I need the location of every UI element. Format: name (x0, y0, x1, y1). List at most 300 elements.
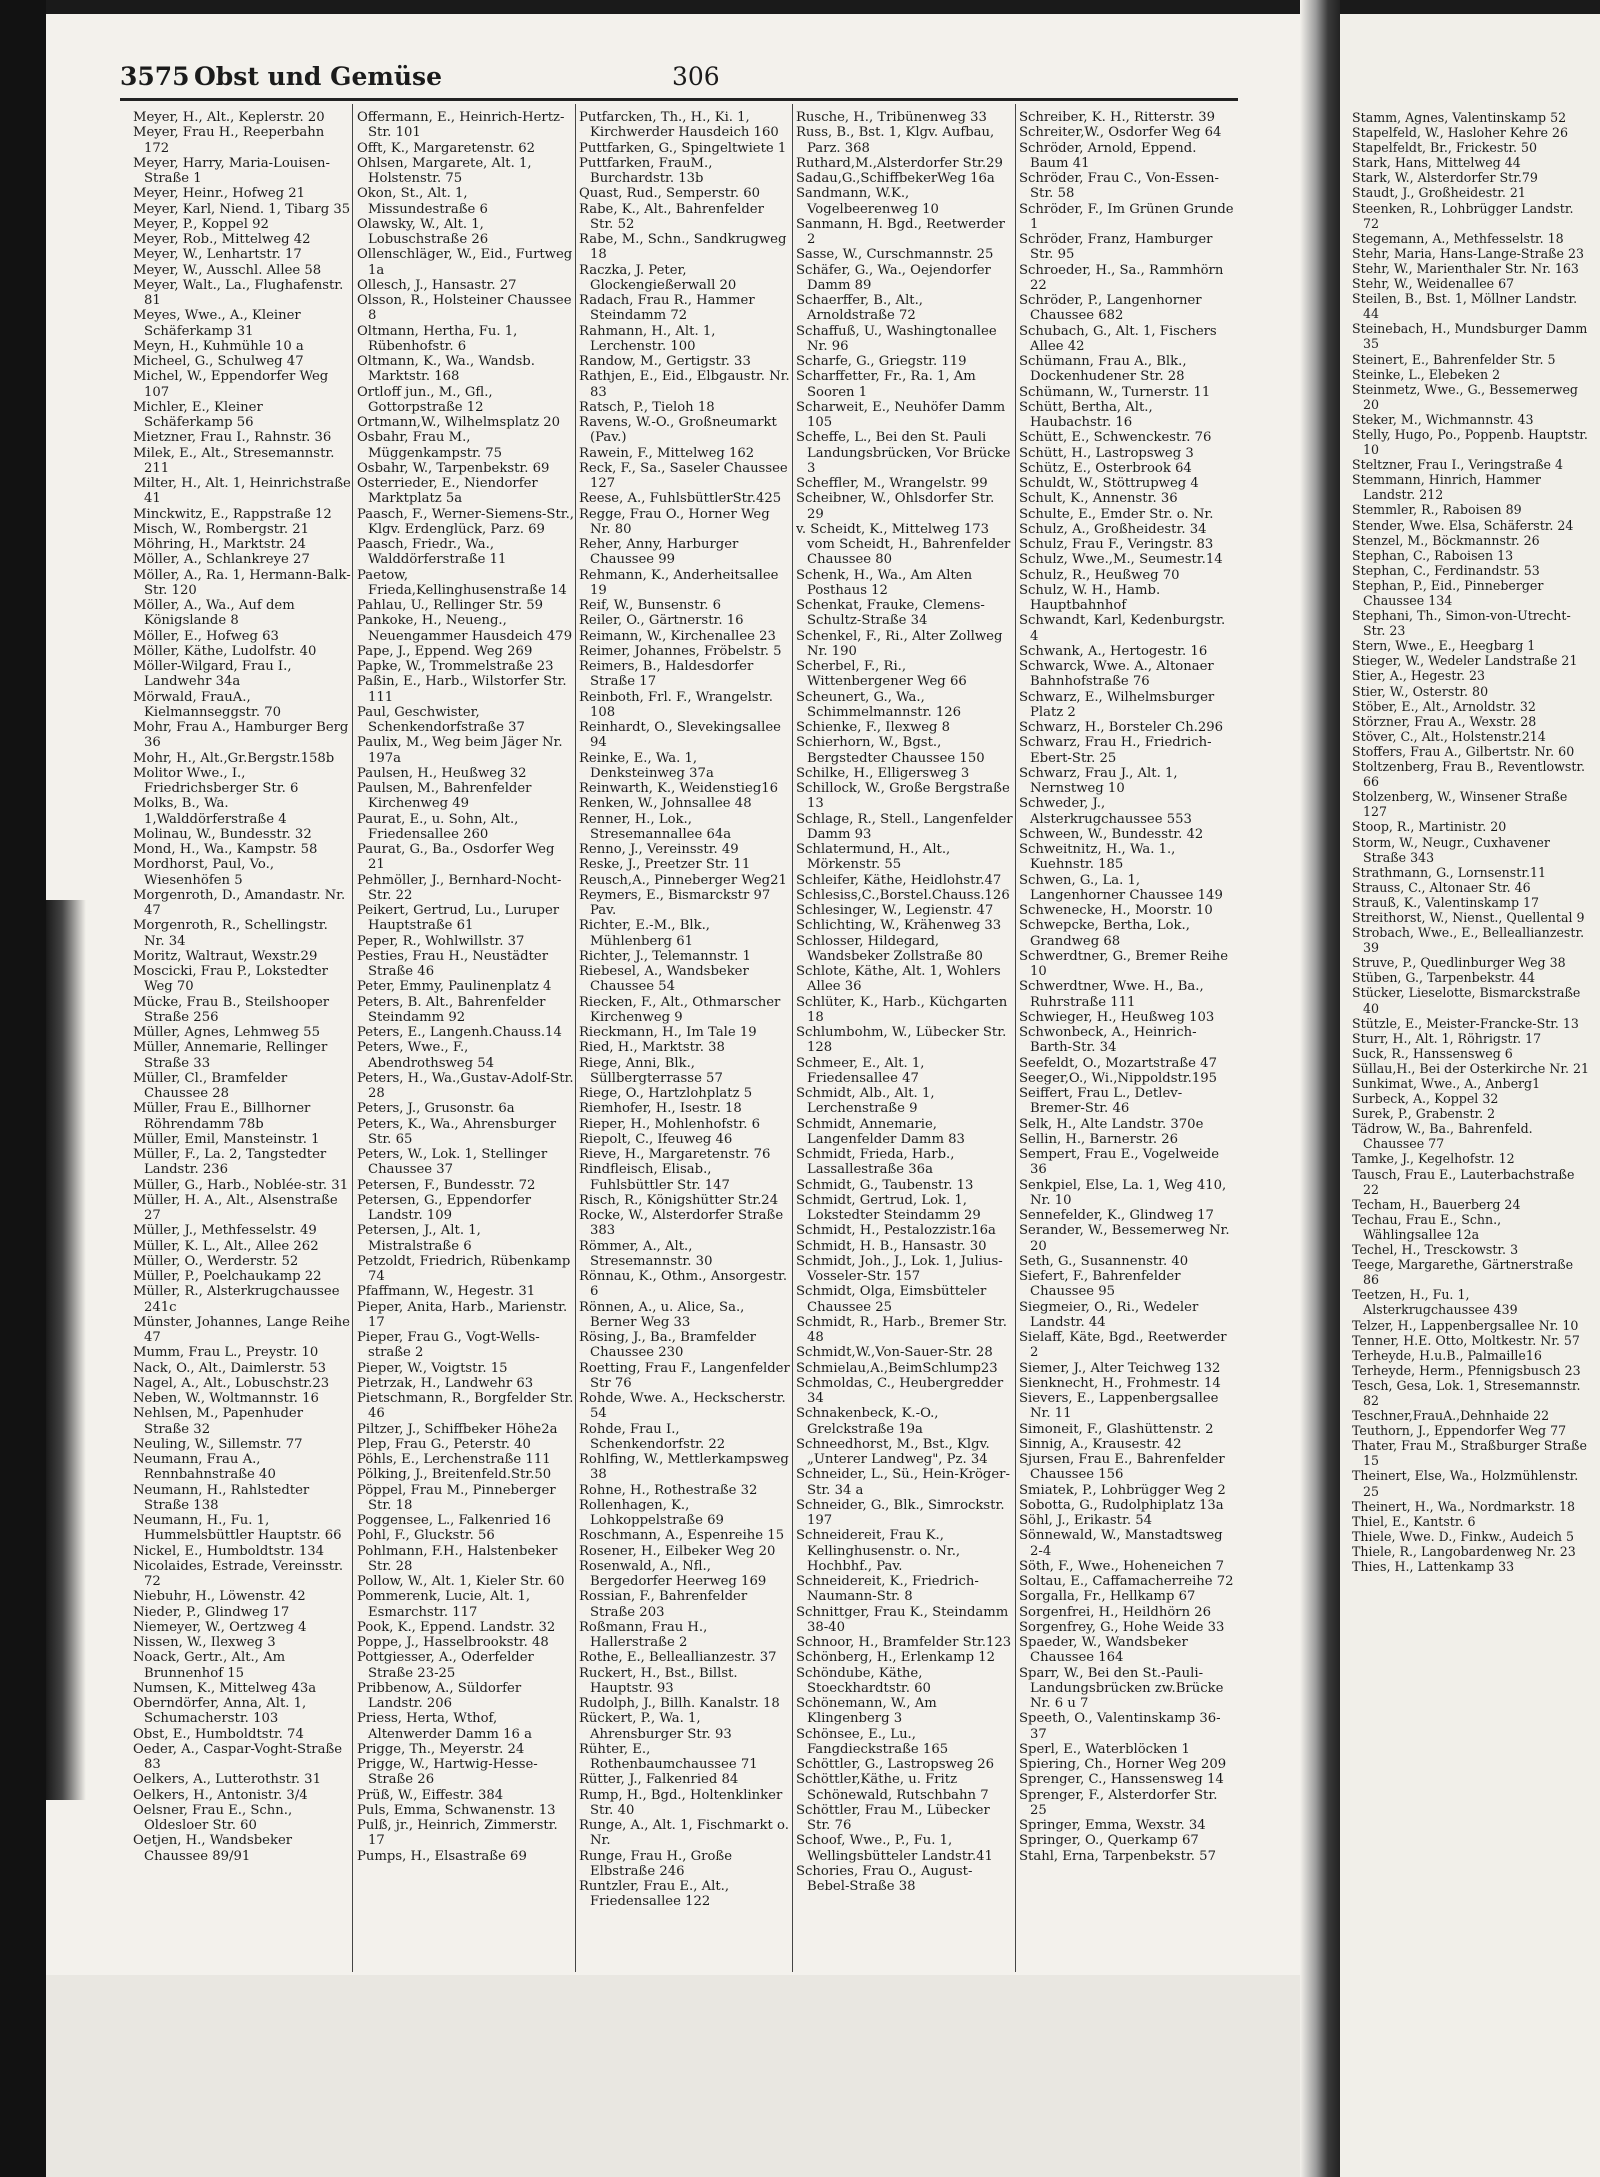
directory-entry: Schöttler,Käthe, u. Fritz Schönewald, Rutschbahn 7 (796, 1772, 989, 1803)
directory-entry: Schümann, Frau A., Blk., Dockenhudener Str. 28 (1019, 354, 1187, 385)
directory-entry: Nehlsen, M., Papenhuder Straße 32 (133, 1406, 304, 1437)
directory-entry: Struve, P., Quedlinburger Weg 38 (1352, 955, 1566, 971)
directory-entry: Meyer, Frau H., Reeperbahn 172 (133, 125, 325, 156)
directory-entry: Schenkel, F., Ri., Alter Zollweg Nr. 190 (796, 628, 1003, 659)
directory-entry: Peters, W., Lok. 1, Stellinger Chaussee 37 (357, 1147, 548, 1178)
directory-entry: Misch, W., Rombergstr. 21 (133, 521, 310, 537)
directory-entry: Scharffetter, Fr., Ra. 1, Am Sooren 1 (796, 369, 976, 400)
directory-entry: Pohlmann, F.H., Halstenbeker Str. 28 (357, 1543, 558, 1574)
directory-entry: Meyes, Wwe., A., Kleiner Schäferkamp 31 (133, 308, 301, 339)
directory-entry: Mohr, H., Alt.,Gr.Bergstr.158b (133, 750, 335, 766)
directory-entry: Meyer, Rob., Mittelweg 42 (133, 232, 311, 247)
directory-entry: Stehr, Maria, Hans-Lange-Straße 23 (1352, 245, 1585, 261)
directory-entry: Oelkers, H., Antonistr. 3/4 (133, 1787, 308, 1803)
directory-entry: Schaffuß, U., Washingtonallee Nr. 96 (796, 323, 997, 354)
directory-entry: Renken, W., Johnsallee 48 (579, 796, 752, 812)
directory-entry: Nack, O., Alt., Daimlerstr. 53 (133, 1360, 326, 1376)
directory-entry: Spaeder, W., Wandsbeker Chaussee 164 (1019, 1635, 1188, 1666)
directory-entry: Runge, A., Alt. 1, Fischmarkt o. Nr. (579, 1818, 789, 1849)
directory-entry: Riemhofer, H., Isestr. 18 (579, 1101, 742, 1117)
directory-entry: Risch, R., Königshütter Str.24 (579, 1192, 779, 1208)
page-header (120, 62, 1280, 96)
directory-entry: Schmidt, G., Taubenstr. 13 (796, 1177, 974, 1193)
directory-entry: Schneedhorst, M., Bst., Klgv. „Unterer Landweg", Pz. 34 (796, 1436, 990, 1467)
directory-entry: Schaerffer, B., Alt., Arnoldstraße 72 (796, 293, 923, 324)
directory-entry: Petersen, F., Bundesstr. 72 (357, 1177, 536, 1193)
directory-entry: Schwandt, Karl, Kedenburgstr. 4 (1019, 613, 1226, 644)
directory-entry: Strobach, Wwe., E., Belleallianzestr. 39 (1352, 925, 1585, 956)
directory-entry: Schwepcke, Bertha, Lok., Grandweg 68 (1019, 918, 1190, 949)
directory-entry: Süllau,H., Bei der Osterkirche Nr. 21 (1352, 1060, 1589, 1076)
directory-entry: Schröder, Arnold, Eppend. Baum 41 (1019, 140, 1197, 171)
directory-entry: Seth, G., Susannenstr. 40 (1019, 1253, 1189, 1269)
directory-entry: Paulsen, H., Heußweg 32 (357, 765, 527, 781)
directory-entry: Schmidt, R., Harb., Bremer Str. 48 (796, 1314, 1007, 1345)
directory-entry: Rosenwald, A., Nfl., Bergedorfer Heerweg 169 (579, 1558, 767, 1589)
directory-entry: Terheyde, H.u.B., Palmaille16 (1352, 1347, 1542, 1363)
directory-entry: Nickel, E., Humboldtstr. 134 (133, 1543, 325, 1559)
directory-entry: Rollenhagen, K., Lohkoppelstraße 69 (579, 1497, 724, 1528)
scan-border-left (0, 0, 46, 2177)
directory-entry: Rohne, H., Rothestraße 32 (579, 1482, 758, 1498)
directory-column-5 (1019, 110, 1234, 1975)
directory-entry: Stier, A., Hegestr. 23 (1352, 668, 1486, 684)
directory-entry: Mumm, Frau L., Preystr. 10 (133, 1345, 319, 1361)
directory-entry: Thiel, E., Kantstr. 6 (1352, 1513, 1476, 1529)
directory-entry: Mietzner, Frau I., Rahnstr. 36 (133, 430, 332, 446)
directory-entry: Stoffers, Frau A., Gilbertstr. Nr. 60 (1352, 743, 1575, 759)
directory-entry: Sprenger, F., Alsterdorfer Str. 25 (1019, 1787, 1218, 1818)
directory-entry: Ruthard,M.,Alsterdorfer Str.29 (796, 155, 1003, 171)
directory-entry: Pollow, W., Alt. 1, Kieler Str. 60 (357, 1574, 565, 1589)
directory-entry: Pehmöller, J., Bernhard-Nocht-Str. 22 (357, 872, 562, 903)
directory-entry: Peters, E., Langenh.Chauss.14 (357, 1025, 562, 1040)
directory-entry: Morgenroth, R., Schellingstr. Nr. 34 (133, 918, 328, 949)
directory-entry: Stoop, R., Martinistr. 20 (1352, 819, 1507, 835)
directory-entry: Reymers, E., Bismarckstr 97 Pav. (579, 887, 771, 918)
directory-entry: Tausch, Frau E., Lauterbachstraße 22 (1352, 1166, 1575, 1197)
directory-entry: Mordhorst, Paul, Vo., Wiesenhöfen 5 (133, 857, 275, 888)
directory-entry: Schneider, G., Blk., Simrockstr. 197 (796, 1497, 1005, 1528)
directory-entry: Möller, Käthe, Ludolfstr. 40 (133, 643, 317, 659)
directory-entry: Puls, Emma, Schwanenstr. 13 (357, 1802, 556, 1818)
directory-entry: Rohde, Frau I., Schenkendorfstr. 22 (579, 1421, 726, 1452)
directory-entry: Milek, E., Alt., Stresemannstr. 211 (133, 445, 335, 476)
directory-entry: Schwank, A., Hertogestr. 16 (1019, 643, 1208, 659)
column-divider (792, 104, 793, 1972)
directory-entry: Söth, F., Wwe., Hoheneichen 7 (1019, 1558, 1225, 1574)
directory-entry: Piltzer, J., Schiffbeker Höhe2a (357, 1421, 558, 1437)
directory-entry: Roetting, Frau F., Langenfelder Str 76 (579, 1360, 790, 1391)
directory-entry: Meyer, Karl, Niend. 1, Tibarg 35 (133, 201, 351, 217)
directory-entry: Teetzen, H., Fu. 1, Alsterkrugchaussee 439 (1352, 1287, 1518, 1318)
directory-entry: Mörwald, FrauA., Kielmannseggstr. 70 (133, 689, 281, 720)
directory-entry: Schwarz, H., Borsteler Ch.296 (1019, 720, 1224, 735)
directory-entry: Paulix, M., Weg beim Jäger Nr. 197a (357, 735, 563, 766)
directory-entry: Reif, W., Bunsenstr. 6 (579, 598, 722, 613)
directory-entry: Steinert, E., Bahrenfelder Str. 5 (1352, 351, 1556, 367)
directory-entry: Schütz, E., Osterbrook 64 (1019, 460, 1192, 476)
directory-entry: Sellin, H., Barnerstr. 26 (1019, 1131, 1178, 1147)
directory-entry: Ruckert, H., Bst., Billst. Hauptstr. 93 (579, 1665, 738, 1696)
directory-entry: Puttfarken, FrauM., Burchardstr. 13b (579, 155, 713, 186)
directory-entry: Theinert, H., Wa., Nordmarkstr. 18 (1352, 1498, 1575, 1514)
directory-entry: Schlage, R., Stell., Langenfelder Damm 93 (796, 811, 1013, 842)
directory-entry: Mond, H., Wa., Kampstr. 58 (133, 842, 318, 857)
directory-entry: Schroeder, H., Sa., Rammhörn 22 (1019, 262, 1224, 293)
directory-entry: Schult, K., Annenstr. 36 (1019, 491, 1178, 507)
directory-entry: Schwonbeck, A., Heinrich-Barth-Str. 34 (1019, 1025, 1197, 1056)
directory-entry: Schenkat, Frauke, Clemens-Schultz-Straße 34 (796, 598, 985, 629)
directory-entry: Springer, Emma, Wexstr. 34 (1019, 1818, 1206, 1833)
directory-entry: Ohlsen, Margarete, Alt. 1, Holstenstr. 75 (357, 155, 532, 186)
directory-entry: Prigge, W., Hartwig-Hesse-Straße 26 (357, 1757, 538, 1788)
directory-entry: Schwerdtner, G., Bremer Reihe 10 (1019, 948, 1229, 979)
directory-entry: Müller, K. L., Alt., Allee 262 (133, 1238, 319, 1254)
directory-entry: Riebesel, A., Wandsbeker Chaussee 54 (579, 964, 749, 995)
directory-entry: Thiele, R., Langobardenweg Nr. 23 (1352, 1543, 1576, 1559)
directory-entry: Schmoldas, C., Heubergredder 34 (796, 1375, 1004, 1406)
directory-entry: Sievers, E., Lappenbergsallee Nr. 11 (1019, 1391, 1219, 1422)
directory-entry: Selk, H., Alte Landstr. 370e (1019, 1116, 1204, 1132)
directory-entry: Stegemann, A., Methfesselstr. 18 (1352, 230, 1564, 246)
directory-entry: Schilke, H., Elligersweg 3 (796, 765, 970, 781)
directory-entry: Schwenecke, H., Moorstr. 10 (1019, 903, 1213, 918)
directory-entry: Puttfarken, G., Spingeltwiete 1 (579, 140, 787, 156)
directory-entry: Söhl, J., Erikastr. 54 (1019, 1513, 1152, 1528)
directory-entry: Müller, Annemarie, Rellinger Straße 33 (133, 1040, 328, 1071)
directory-entry: Meyer, H., Alt., Keplerstr. 20 (133, 110, 325, 125)
directory-entry: Meyer, P., Koppel 92 (133, 216, 269, 232)
directory-entry: Priess, Herta, Wthof, Altenwerder Damm 16 a (357, 1711, 532, 1742)
directory-entry: Stehr, W., Marienthaler Str. Nr. 163 (1352, 260, 1579, 276)
directory-entry: Paurat, G., Ba., Osdorfer Weg 21 (357, 842, 555, 873)
directory-entry: Schmidt, Olga, Eimsbütteler Chaussee 25 (796, 1284, 987, 1315)
directory-entry: Sorgenfrei, H., Heildhörn 26 (1019, 1604, 1212, 1620)
directory-entry: Schmidt, Annemarie, Langenfelder Damm 83 (796, 1116, 965, 1147)
directory-entry: Reinwarth, K., Weidenstieg16 (579, 781, 779, 796)
directory-entry: Staudt, J., Großheidestr. 21 (1352, 185, 1526, 201)
directory-entry: Steenken, R., Lohbrügger Landstr. 72 (1352, 200, 1574, 231)
directory-entry: Pölking, J., Breitenfeld.Str.50 (357, 1467, 552, 1483)
directory-entry: Sielaff, Käte, Bgd., Reetwerder 2 (1019, 1330, 1227, 1361)
directory-entry: Müller, F., La. 2, Tangstedter Landstr. 236 (133, 1147, 327, 1178)
directory-entry: Schlüter, K., Harb., Küchgarten 18 (796, 994, 1008, 1025)
directory-entry: Möller, E., Hofweg 63 (133, 628, 279, 644)
directory-entry: Riege, O., Hartzlohplatz 5 (579, 1086, 753, 1101)
directory-entry: Pulß, jr., Heinrich, Zimmerstr. 17 (357, 1818, 558, 1849)
directory-entry: Reinke, E., Wa. 1, Denksteinweg 37a (579, 750, 714, 781)
directory-entry: Schlichting, W., Krähenweg 33 (796, 918, 1002, 934)
directory-entry: Reimann, W., Kirchenallee 23 (579, 628, 776, 644)
directory-entry: Schmidt, H., Pestalozzistr.16a (796, 1223, 996, 1239)
directory-entry: Randow, M., Gertigstr. 33 (579, 354, 751, 369)
directory-entry: Müller, Cl., Bramfelder Chaussee 28 (133, 1070, 288, 1101)
directory-entry: Strauß, K., Valentinskamp 17 (1352, 894, 1540, 910)
directory-entry: Runge, Frau H., Große Elbstraße 246 (579, 1848, 733, 1879)
directory-entry: Stapelfeldt, Br., Frickestr. 50 (1352, 140, 1538, 156)
directory-entry: Meyer, Harry, Maria-Louisen-Straße 1 (133, 155, 330, 186)
directory-entry: Rabe, M., Schn., Sandkrugweg 18 (579, 232, 787, 263)
directory-entry: Peters, K., Wa., Ahrensburger Str. 65 (357, 1116, 557, 1147)
directory-column-2 (357, 110, 574, 1975)
directory-entry: Schnakenbeck, K.-O., Grelckstraße 19a (796, 1406, 939, 1437)
directory-entry: Schweitnitz, H., Wa. 1., Kuehnstr. 185 (1019, 842, 1176, 873)
directory-entry: Pribbenow, A., Süldorfer Landstr. 206 (357, 1680, 522, 1711)
directory-entry: Möller, A., Wa., Auf dem Königslande 8 (133, 598, 295, 629)
directory-entry: Petersen, G., Eppendorfer Landstr. 109 (357, 1192, 532, 1223)
directory-entry: Schöndube, Käthe, Stoeckhardtstr. 60 (796, 1665, 931, 1696)
directory-entry: Stöber, E., Alt., Arnoldstr. 32 (1352, 698, 1536, 714)
directory-entry: Michel, W., Eppendorfer Weg 107 (133, 369, 329, 400)
directory-entry: Riege, Anni, Blk., Süllbergterrasse 57 (579, 1055, 723, 1086)
directory-entry: Petzoldt, Friedrich, Rübenkamp 74 (357, 1253, 571, 1284)
directory-entry: Steinebach, H., Mundsburger Damm 35 (1352, 321, 1588, 352)
directory-entry: Stephan, C., Raboisen 13 (1352, 547, 1514, 563)
directory-entry: Ratsch, P., Tieloh 18 (579, 399, 715, 415)
directory-entry: Pöhls, E., Lerchenstraße 111 (357, 1452, 551, 1467)
directory-entry: Storm, W., Neugr., Cuxhavener Straße 343 (1352, 834, 1550, 865)
directory-entry: Oeder, A., Caspar-Voght-Straße 83 (133, 1741, 343, 1772)
directory-entry: Rückert, P., Wa. 1, Ahrensburger Str. 93 (579, 1711, 732, 1742)
directory-entry: Schlesinger, W., Legienstr. 47 (796, 903, 994, 918)
directory-entry: Schmidt,W.,Von-Sauer-Str. 28 (796, 1345, 993, 1361)
directory-entry: Stüben, G., Tarpenbekstr. 44 (1352, 970, 1535, 986)
directory-entry: Rohde, Wwe. A., Heckscherstr. 54 (579, 1391, 786, 1422)
directory-entry: Sinnig, A., Krausestr. 42 (1019, 1436, 1182, 1452)
directory-entry: Rönnen, A., u. Alice, Sa., Berner Weg 33 (579, 1299, 745, 1330)
directory-entry: Oltmann, K., Wa., Wandsb. Marktstr. 168 (357, 354, 535, 385)
directory-entry: Pook, K., Eppend. Landstr. 32 (357, 1619, 556, 1635)
directory-entry: Reck, F., Sa., Saseler Chaussee 127 (579, 460, 788, 491)
directory-entry: Stender, Wwe. Elsa, Schäferstr. 24 (1352, 517, 1574, 533)
directory-entry: Paurat, E., u. Sohn, Alt., Friedensallee 260 (357, 811, 519, 842)
directory-entry: Römmer, A., Alt., Stresemannstr. 30 (579, 1238, 713, 1269)
directory-entry: Prigge, Th., Meyerstr. 24 (357, 1741, 525, 1757)
directory-entry: Rothe, E., Belleallianzestr. 37 (579, 1650, 777, 1666)
directory-entry: Schmielau,A.,BeimSchlump23 (796, 1360, 998, 1376)
directory-entry: Stöver, C., Alt., Holstenstr.214 (1352, 728, 1546, 744)
directory-entry: Peters, Wwe., F., Abendrothsweg 54 (357, 1040, 495, 1071)
page-number: 306 (672, 62, 720, 91)
directory-entry: Steker, M., Wichmannstr. 43 (1352, 411, 1534, 427)
directory-entry: Osterrieder, E., Niendorfer Marktplatz 5a (357, 476, 538, 507)
directory-entry: Osbahr, W., Tarpenbekstr. 69 (357, 460, 550, 476)
directory-entry: Putfarcken, Th., H., Ki. 1, Kirchwerder Hausdeich 160 (579, 110, 779, 141)
directory-entry: Sanmann, H. Bgd., Reetwerder 2 (796, 216, 1005, 247)
directory-entry: Pesties, Frau H., Neustädter Straße 46 (357, 948, 549, 979)
page-reference-number: 3575 (120, 62, 190, 91)
directory-entry: Renno, J., Vereinsstr. 49 (579, 842, 739, 857)
directory-entry: Schmidt, Frieda, Harb., Lassallestraße 36a (796, 1147, 955, 1178)
directory-entry: Minckwitz, E., Rappstraße 12 (133, 506, 332, 522)
directory-entry: Tenner, H.E. Otto, Moltkestr. Nr. 57 (1352, 1332, 1580, 1348)
directory-entry: Stützle, E., Meister-Francke-Str. 13 (1352, 1015, 1579, 1031)
directory-entry: Seefeldt, O., Mozartstraße 47 (1019, 1055, 1217, 1071)
directory-entry: Teuthorn, J., Eppendorfer Weg 77 (1352, 1423, 1567, 1439)
directory-entry: Möller-Wilgard, Frau I., Landwehr 34a (133, 659, 292, 690)
directory-entry: Roßmann, Frau H., Hallerstraße 2 (579, 1619, 708, 1650)
directory-entry: Speeth, O., Valentinskamp 36-37 (1019, 1711, 1221, 1742)
directory-entry: Schmidt, H. B., Hansastr. 30 (796, 1238, 987, 1254)
directory-entry: Meyer, Heinr., Hofweg 21 (133, 186, 306, 202)
facing-page-column (1352, 110, 1592, 1975)
directory-entry: Paasch, Friedr., Wa., Walddörferstraße 11 (357, 537, 507, 568)
directory-entry: Ravens, W.-O., Großneumarkt (Pav.) (579, 415, 777, 446)
directory-entry: Scheunert, G., Wa., Schimmelmannstr. 126 (796, 689, 961, 720)
directory-entry: Suck, R., Hanssensweg 6 (1352, 1045, 1513, 1061)
directory-entry: Schreiber, K. H., Ritterstr. 39 (1019, 110, 1215, 125)
column-divider (1015, 104, 1016, 1972)
directory-entry: Theinert, Else, Wa., Holzmühlenstr. 25 (1352, 1468, 1579, 1499)
directory-entry: Simoneit, F., Glashüttenstr. 2 (1019, 1421, 1214, 1437)
directory-entry: Peter, Emmy, Paulinenplatz 4 (357, 979, 552, 995)
header-rule (120, 98, 1238, 101)
directory-entry: Steinke, L., Elebeken 2 (1352, 366, 1501, 382)
directory-entry: Oetjen, H., Wandsbeker Chaussee 89/91 (133, 1833, 293, 1864)
directory-entry: Molitor Wwe., I., Friedrichsberger Str. 6 (133, 765, 299, 796)
directory-entry: Stücker, Lieselotte, Bismarckstraße 40 (1352, 985, 1581, 1016)
directory-entry: Sorgenfrey, G., Hohe Weide 33 (1019, 1619, 1225, 1635)
directory-entry: Schenk, H., Wa., Am Alten Posthaus 12 (796, 567, 973, 598)
directory-entry: Reinhardt, O., Slevekingsallee 94 (579, 720, 781, 751)
directory-entry: Prüß, W., Eiffestr. 384 (357, 1787, 504, 1803)
page-bottom-margin (46, 1975, 1300, 2177)
directory-entry: Ollesch, J., Hansastr. 27 (357, 277, 517, 293)
directory-entry: Schwarck, Wwe. A., Altonaer Bahnhofstraße 76 (1019, 659, 1214, 690)
directory-entry: Schöttler, Frau M., Lübecker Str. 76 (796, 1802, 990, 1833)
directory-entry: Rosener, H., Eilbeker Weg 20 (579, 1543, 776, 1559)
directory-entry: Smiatek, P., Lohbrügger Weg 2 (1019, 1482, 1226, 1498)
directory-entry: Schween, W., Bundesstr. 42 (1019, 826, 1204, 842)
directory-entry: Steltzner, Frau I., Veringstraße 4 (1352, 457, 1563, 473)
directory-entry: Stoltzenberg, Frau B., Reventlowstr. 66 (1352, 759, 1586, 790)
directory-entry: Sorgalla, Fr., Hellkamp 67 (1019, 1589, 1196, 1605)
directory-entry: Schnittger, Frau K., Steindamm 38-40 (796, 1604, 1009, 1635)
directory-entry: Rösing, J., Ba., Bramfelder Chaussee 230 (579, 1330, 756, 1361)
directory-entry: Schneider, L., Sü., Hein-Kröger-Str. 34 a (796, 1467, 1010, 1498)
directory-entry: Rathjen, E., Eid., Elbgaustr. Nr. 83 (579, 369, 790, 400)
directory-entry: Schönsee, E., Lu., Fangdieckstraße 165 (796, 1726, 949, 1757)
directory-entry: Schwarz, Frau J., Alt. 1, Nernstweg 10 (1019, 765, 1178, 796)
directory-entry: Moscicki, Frau P., Lokstedter Weg 70 (133, 964, 328, 995)
directory-entry: Reher, Anny, Harburger Chaussee 99 (579, 537, 739, 568)
directory-entry: Stern, Wwe., E., Heegbarg 1 (1352, 638, 1536, 654)
directory-entry: Pietrzak, H., Landwehr 63 (357, 1375, 534, 1391)
directory-entry: Schlosser, Hildegard, Wandsbeker Zollstraße 80 (796, 933, 983, 964)
directory-entry: Plep, Frau G., Peterstr. 40 (357, 1436, 531, 1452)
directory-entry: Münster, Johannes, Lange Reihe 47 (133, 1314, 350, 1345)
directory-entry: Rossian, F., Bahrenfelder Straße 203 (579, 1589, 748, 1620)
directory-entry: Russ, B., Bst. 1, Klgv. Aufbau, Parz. 368 (796, 125, 995, 156)
directory-entry: Schönberg, H., Erlenkamp 12 (796, 1650, 996, 1666)
directory-entry: Schweder, J., Alsterkrugchaussee 553 (1019, 796, 1192, 827)
directory-entry: Molinau, W., Bundesstr. 32 (133, 826, 312, 842)
directory-entry: Stahl, Erna, Tarpenbekstr. 57 (1019, 1848, 1216, 1864)
directory-entry: Paul, Geschwister, Schenkendorfstraße 37 (357, 704, 525, 735)
directory-entry: Pommerenk, Lucie, Alt. 1, Esmarchstr. 117 (357, 1589, 531, 1620)
directory-entry: Pape, J., Eppend. Weg 269 (357, 643, 533, 659)
directory-entry: Pottgiesser, A., Oderfelder Straße 23-25 (357, 1650, 534, 1681)
directory-entry: Paetow, Frieda,Kellinghusenstraße 14 (357, 567, 567, 598)
directory-entry: Rühter, E., Rothenbaumchaussee 71 (579, 1741, 758, 1772)
directory-entry: Stark, W., Alsterdorfer Str.79 (1352, 170, 1538, 186)
directory-entry: Neumann, H., Fu. 1, Hummelsbüttler Hauptstr. 66 (133, 1513, 342, 1544)
directory-entry: Schwieger, H., Heußweg 103 (1019, 1009, 1215, 1025)
directory-entry: Nicolaides, Estrade, Vereinsstr. 72 (133, 1558, 344, 1589)
directory-entry: Reimer, Johannes, Fröbelstr. 5 (579, 643, 782, 659)
scan-border-top (0, 0, 1600, 14)
directory-entry: Strauss, C., Altonaer Str. 46 (1352, 879, 1531, 895)
directory-entry: Stemmann, Hinrich, Hammer Landstr. 212 (1352, 472, 1541, 503)
directory-entry: Offt, K., Margaretenstr. 62 (357, 140, 536, 156)
directory-entry: Schütt, Bertha, Alt., Haubachstr. 16 (1019, 399, 1153, 430)
directory-entry: Molks, B., Wa. 1,Walddörferstraße 4 (133, 796, 287, 827)
directory-entry: Micheel, G., Schulweg 47 (133, 354, 304, 369)
directory-entry: Niemeyer, W., Oertzweg 4 (133, 1619, 307, 1635)
directory-entry: Sparr, W., Bei den St.-Pauli-Landungsbrücken zw.Brücke Nr. 6 u 7 (1019, 1665, 1224, 1711)
directory-entry: Spiering, Ch., Horner Weg 209 (1019, 1757, 1227, 1772)
directory-entry: Möller, A., Schlankreye 27 (133, 552, 310, 568)
directory-entry: Ortmann,W., Wilhelmsplatz 20 (357, 415, 561, 430)
directory-entry: Stieger, W., Wedeler Landstraße 21 (1352, 653, 1578, 669)
directory-entry: Müller, H. A., Alt., Alsenstraße 27 (133, 1192, 338, 1223)
directory-entry: Reinboth, Frl. F., Wrangelstr. 108 (579, 689, 773, 720)
directory-entry: Pöppel, Frau M., Pinneberger Str. 18 (357, 1482, 556, 1513)
directory-entry: Neben, W., Woltmannstr. 16 (133, 1391, 319, 1406)
directory-entry: Tamke, J., Kegelhofstr. 12 (1352, 1151, 1515, 1167)
directory-entry: Müller, G., Harb., Noblée-str. 31 (133, 1177, 349, 1193)
directory-entry: Noack, Gertr., Alt., Am Brunnenhof 15 (133, 1650, 286, 1681)
directory-entry: Soltau, E., Caffamacherreihe 72 (1019, 1574, 1234, 1589)
directory-entry: Tädrow, W., Ba., Bahrenfeld. Chaussee 77 (1352, 1121, 1533, 1152)
directory-entry: v. Scheidt, K., Mittelweg 173 vom Scheidt, H., Bahrenfelder Chaussee 80 (796, 521, 1011, 568)
directory-entry: Morgenroth, D., Amandastr. Nr. 47 (133, 887, 346, 918)
directory-entry: Thies, H., Lattenkamp 33 (1352, 1559, 1515, 1574)
directory-entry: Schwen, G., La. 1, Langenhorner Chaussee 149 (1019, 872, 1223, 903)
directory-entry: Milter, H., Alt. 1, Heinrichstraße 41 (133, 476, 351, 507)
directory-entry: Schierhorn, W., Bgst., Bergstedter Chaussee 150 (796, 735, 985, 766)
directory-entry: Schmidt, Gertrud, Lok. 1, Lokstedter Steindamm 29 (796, 1192, 981, 1223)
directory-entry: Richter, E.-M., Blk., Mühlenberg 61 (579, 918, 711, 949)
directory-entry: Neumann, H., Rahlstedter Straße 138 (133, 1482, 310, 1513)
directory-entry: Stier, W., Osterstr. 80 (1352, 683, 1489, 699)
directory-entry: Schröder, Frau C., Von-Essen-Str. 58 (1019, 171, 1219, 202)
directory-entry: Schlesiss,C.,Borstel.Chauss.126 (796, 887, 1010, 903)
directory-entry: Sunkimat, Wwe., A., Anberg1 (1352, 1076, 1541, 1091)
directory-entry: Senkpiel, Else, La. 1, Weg 410, Nr. 10 (1019, 1177, 1227, 1208)
directory-entry: Schwarz, E., Wilhelmsburger Platz 2 (1019, 689, 1215, 720)
directory-entry: Schulz, Wwe.,M., Seumestr.14 (1019, 552, 1223, 568)
directory-entry: Schlumbohm, W., Lübecker Str. 128 (796, 1025, 1007, 1056)
directory-entry: Siefert, F., Bahrenfelder Chaussee 95 (1019, 1269, 1181, 1300)
directory-entry: Nagel, A., Alt., Lobuschstr.23 (133, 1375, 330, 1391)
directory-entry: Schäfer, G., Wa., Oejendorfer Damm 89 (796, 262, 991, 293)
directory-entry: Meyn, H., Kuhmühle 10 a (133, 338, 304, 354)
directory-entry: Möhring, H., Marktstr. 24 (133, 537, 306, 552)
directory-entry: Schröder, Franz, Hamburger Str. 95 (1019, 232, 1213, 263)
directory-entry: Michler, E., Kleiner Schäferkamp 56 (133, 399, 263, 430)
directory-entry: Seiffert, Frau L., Detlev-Bremer-Str. 46 (1019, 1086, 1183, 1117)
directory-entry: Sperl, E., Waterblöcken 1 (1019, 1741, 1190, 1757)
directory-entry: Störzner, Frau A., Wexstr. 28 (1352, 713, 1537, 729)
directory-entry: Rehmann, K., Anderheitsallee 19 (579, 567, 779, 598)
directory-entry: Sandmann, W.K., Vogelbeerenweg 10 (796, 186, 939, 217)
directory-entry: Pohl, F., Gluckstr. 56 (357, 1528, 495, 1544)
directory-entry: Rudolph, J., Billh. Kanalstr. 18 (579, 1696, 780, 1711)
directory-entry: Sienknecht, H., Frohmestr. 14 (1019, 1375, 1221, 1391)
directory-entry: Schmidt, Joh., J., Lok. 1, Julius-Vosseler-Str. 157 (796, 1253, 1003, 1284)
